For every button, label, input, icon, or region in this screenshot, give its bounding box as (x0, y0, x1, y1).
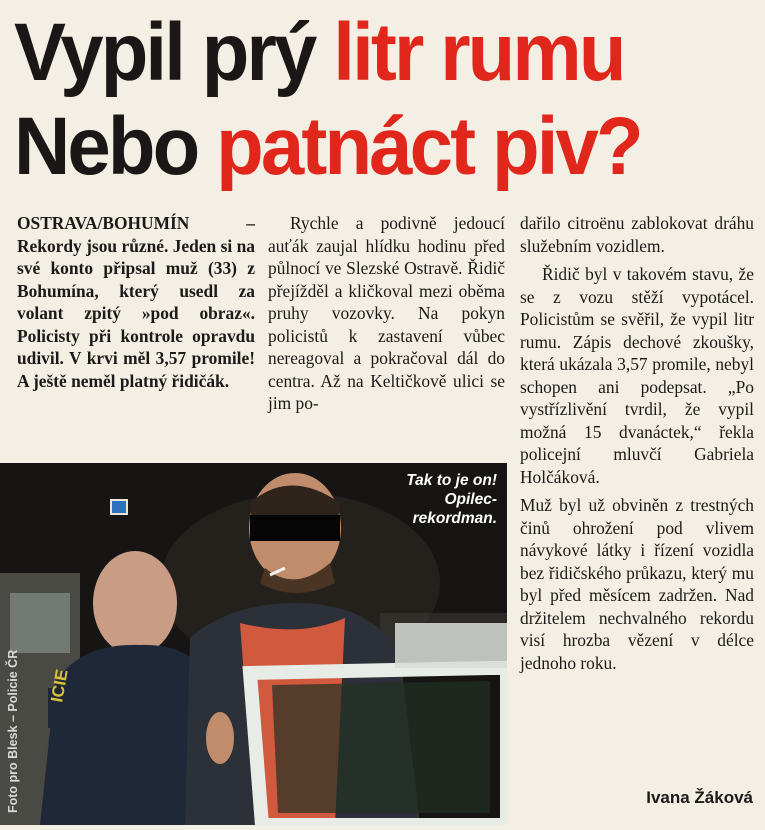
lead-paragraph: OSTRAVA/BOHUMÍN – Rekordy jsou různé. Jeden si na své konto připsal muž (33) z Bohumína, který usedl za volant zpitý »pod obraz«. Policisty při kontrole opravdu udivil. V krvi měl 3,57 promile! A ještě neměl platný řidičák. (17, 213, 255, 391)
photo-credit: Foto pro Blesk – Policie ČR (6, 649, 20, 813)
article-paragraph: Řidič byl v takovém stavu, že se z vozu stěží vypotácel. Policistům se svěřil, že vypil litr rumu. Zápis dechové zkoušky, která ukázala 3,57 promile, nebyl schopen ani podepsat. „Po vystřízlivění tvrdil, že vypil možná 15 dvanáctek,“ řekla policejní mluvčí Gabriela Holčáková. (520, 264, 754, 487)
censor-bar (250, 515, 340, 541)
vest-text: ICIE (47, 667, 72, 704)
article-paragraph: dařilo citroënu zablokovat dráhu služebním vozidlem. (520, 213, 754, 256)
headline-line-2 (14, 100, 717, 194)
article-paragraph: Muž byl už obviněn z trestných činů ohrožení pod vlivem návykové látky i řízení vozidla bez řidičského průkazu, který mu byl před měsícem zadržen. Nad držitelem nechvalného rekordu visí hrozba vězení v délce jednoho roku. (520, 495, 754, 673)
author-byline: Ivana Žáková (646, 788, 753, 807)
headline (14, 6, 717, 194)
headline-line-2-dark: Nebo (14, 101, 217, 192)
headline-line-2-red: patnáct piv? (216, 101, 641, 192)
article-body-column-2: Rychle a podivně jedoucí auťák zaujal hlídku hodinu před půlnocí ve Slezské Ostravě. Řidič přejížděl a kličkoval mezi oběma pruhy vozovky. Na pokyn policistů k zastavení vůbec nereagoval a pokračoval dál do centra. Až na Keltičkově ulici se jim po- (268, 213, 505, 413)
headline-line-1-red: litr rumu (333, 7, 624, 98)
photo-caption: Tak to je on! Opilec-rekordman. (406, 472, 497, 527)
headline-line-1 (14, 6, 717, 100)
article-body-column-3 (520, 212, 754, 680)
headline-line-1-dark: Vypil prý (14, 7, 334, 98)
news-photo (0, 463, 507, 825)
